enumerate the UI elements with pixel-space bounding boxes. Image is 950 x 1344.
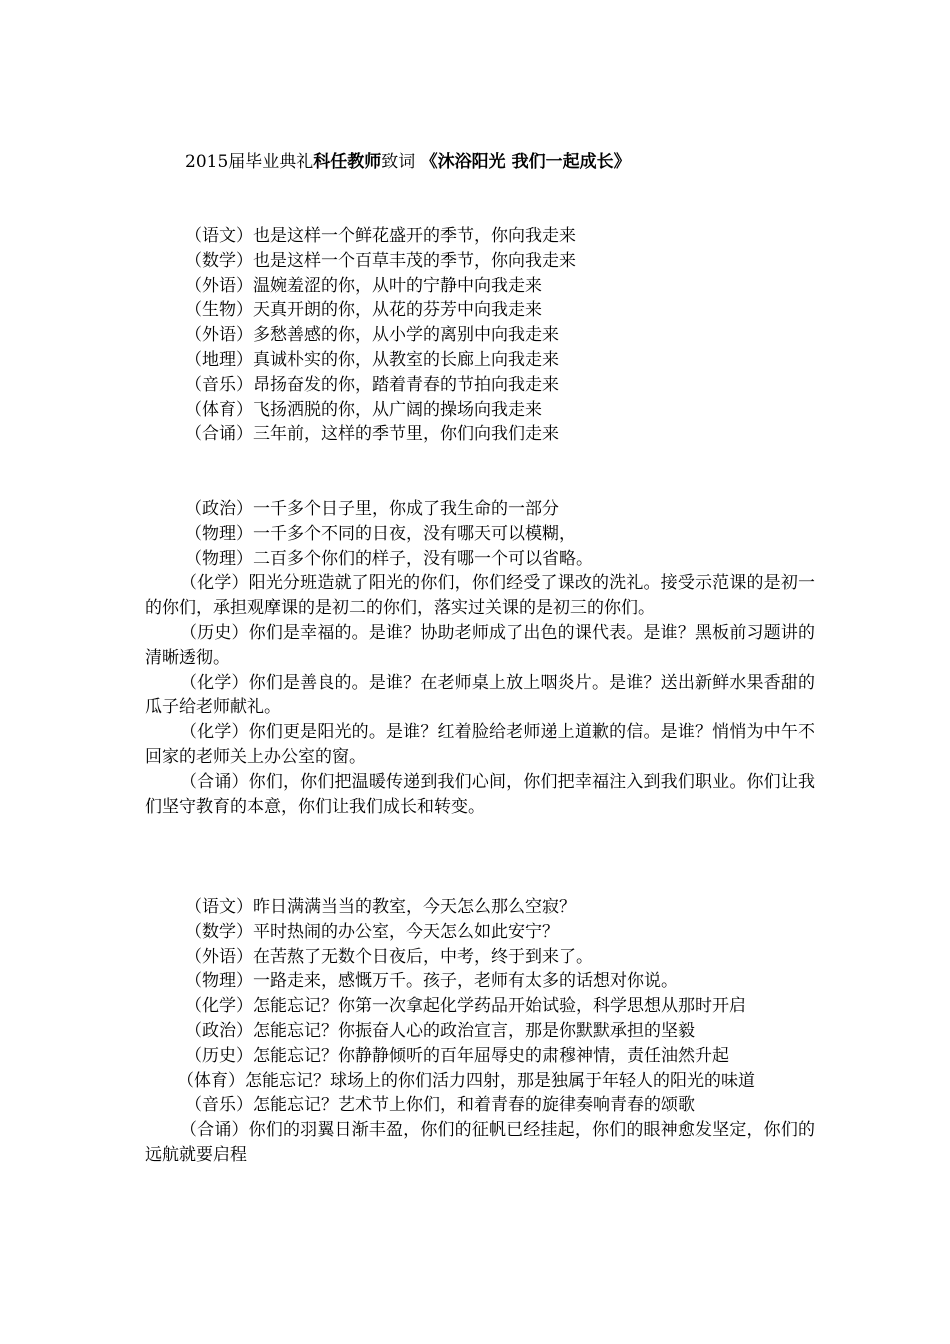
section-1: [145, 224, 815, 447]
verse-line: （政治）怎能忘记？你振奋人心的政治宣言，那是你默默承担的坚毅: [185, 1020, 695, 1041]
verse-line: （化学）怎能忘记？你第一次拿起化学药品开始试验，科学思想从那时开启: [185, 996, 746, 1017]
verse-line: （音乐）怎能忘记？艺术节上你们，和着青春的旋律奏响青春的颂歌: [185, 1095, 695, 1116]
title-year: 2015: [185, 152, 229, 172]
verse-line: （历史）怎能忘记？你静静倾听的百年屈辱史的肃穆神情，责任油然升起: [185, 1045, 729, 1066]
verse-line: （物理）一千多个不同的日夜，没有哪天可以模糊，: [185, 523, 576, 544]
verse-line: （体育）飞扬洒脱的你，从广阔的操场向我走来: [185, 399, 542, 420]
verse-line: （数学）平时热闹的办公室，今天怎么如此安宁？: [185, 921, 559, 942]
verse-line: （物理）二百多个你们的样子，没有哪一个可以省略。: [185, 548, 593, 569]
verse-line: （外语）温婉羞涩的你，从叶的宁静中向我走来: [185, 275, 542, 296]
verse-paragraph: （历史）你们是幸福的。是谁？协助老师成了出色的课代表。是谁？黑板前习题讲的清晰透彻。: [145, 622, 815, 668]
verse-line: （合诵）三年前，这样的季节里，你们向我们走来: [185, 424, 559, 445]
verse-paragraph: （化学）你们更是阳光的。是谁？红着脸给老师递上道歉的信。是谁？悄悄为中午不回家的老师关上办公室的窗。: [145, 722, 815, 767]
verse-line: （物理）一路走来，感慨万千。孩子，老师有太多的话想对你说。: [185, 971, 678, 992]
title-part1: 届毕业典礼: [228, 152, 314, 172]
section-3: [145, 895, 815, 1168]
verse-line: （体育）怎能忘记？球场上的你们活力四射，那是独属于年轻人的阳光的味道: [177, 1070, 755, 1091]
verse-line: （语文）昨日满满当当的教室，今天怎么那么空寂？: [185, 897, 576, 917]
verse-line: （音乐）昂扬奋发的你，踏着青春的节拍向我走来: [185, 374, 559, 395]
document-title: [185, 150, 631, 174]
title-part3: 致词: [381, 152, 416, 172]
verse-line: （政治）一千多个日子里，你成了我生命的一部分: [185, 499, 559, 519]
verse-paragraph: （化学）你们是善良的。是谁？在老师桌上放上咽炎片。是谁？送出新鲜水果香甜的瓜子给老师献礼。: [145, 672, 815, 718]
section-2: [145, 497, 815, 819]
verse-line: （数学）也是这样一个百草丰茂的季节，你向我走来: [185, 250, 576, 271]
verse-line: （地理）真诚朴实的你，从教室的长廊上向我走来: [185, 349, 559, 370]
verse-line: （外语）在苦熬了无数个日夜后，中考，终于到来了。: [185, 946, 593, 967]
title-part4: 《沐浴阳光 我们一起成长》: [420, 152, 631, 172]
verse-paragraph: （化学）阳光分班造就了阳光的你们，你们经受了课改的洗礼。接受示范课的是初一的你们，承担观摩课的是初二的你们，落实过关课的是初三的你们。: [145, 573, 815, 619]
verse-paragraph: （合诵）你们，你们把温暖传递到我们心间，你们把幸福注入到我们职业。你们让我们坚守教育的本意，你们让我们成长和转变。: [145, 771, 815, 817]
verse-line: （外语）多愁善感的你，从小学的离别中向我走来: [185, 325, 559, 346]
verse-paragraph: （合诵）你们的羽翼日渐丰盈，你们的征帆已经挂起，你们的眼神愈发坚定，你们的远航就要启程: [145, 1120, 815, 1165]
verse-line: （生物）天真开朗的你，从花的芬芳中向我走来: [185, 300, 542, 321]
title-part2: 科任教师: [313, 152, 382, 172]
verse-line: （语文）也是这样一个鲜花盛开的季节，你向我走来: [185, 226, 576, 246]
